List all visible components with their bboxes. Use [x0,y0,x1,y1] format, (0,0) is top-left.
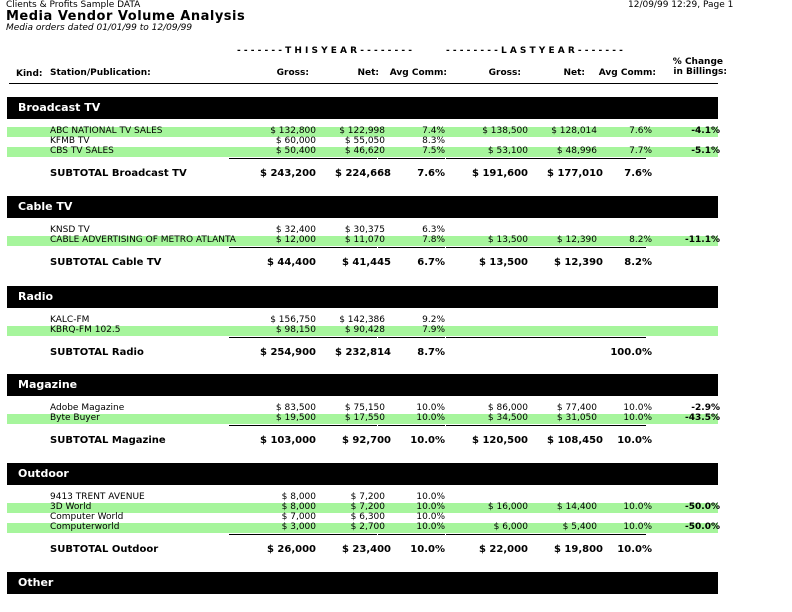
subtotal-ly-comm: 100.0% [610,347,652,358]
cell-ly-net: $ 128,014 [551,126,597,136]
cell-gross: $ 50,400 [275,146,316,156]
subtotal-rule [586,158,646,159]
cell-change: -50.0% [685,522,720,532]
cell-net: $ 11,070 [344,235,385,245]
subtotal-rule [378,534,445,535]
subtotal-ly-gross: $ 191,600 [472,168,528,179]
report-subtitle: Media orders dated 01/01/99 to 12/09/99 [6,23,193,33]
subtotal-ly-gross: $ 120,500 [472,435,528,446]
subtotal-net: $ 23,400 [341,544,391,555]
cell-comm: 10.0% [416,512,445,522]
group-header-bar [7,196,718,218]
subtotal-ly-comm: 10.0% [617,544,652,555]
cell-name: KFMB TV [50,136,90,146]
subtotal-gross: $ 44,400 [266,257,316,268]
subtotal-ly-gross: $ 22,000 [478,544,528,555]
cell-name: KNSD TV [50,225,90,235]
cell-gross: $ 8,000 [281,502,316,512]
cell-net: $ 142,386 [339,315,385,325]
cell-ly-gross: $ 6,000 [493,522,528,532]
cell-ly-gross: $ 138,500 [482,126,528,136]
col-gross: Gross: [276,68,309,78]
subtotal-label: SUBTOTAL Magazine [50,435,166,446]
cell-comm: 7.5% [422,146,445,156]
cell-name: KBRQ-FM 102.5 [50,325,121,335]
col-station: Station/Publication: [50,68,151,78]
cell-ly-net: $ 12,390 [556,235,597,245]
table-row [7,326,718,336]
cell-ly-net: $ 77,400 [556,403,597,413]
cell-comm: 10.0% [416,492,445,502]
cell-gross: $ 32,400 [275,225,316,235]
cell-change: -43.5% [685,413,720,423]
col-ly-net: Net: [563,68,585,78]
subtotal-comm: 8.7% [417,347,445,358]
col-net: Net: [357,68,379,78]
cell-gross: $ 60,000 [275,136,316,146]
cell-comm: 8.3% [422,136,445,146]
cell-comm: 10.0% [416,403,445,413]
subtotal-gross: $ 254,900 [260,347,316,358]
subtotal-row [7,436,718,450]
cell-name: 9413 TRENT AVENUE [50,492,145,502]
cell-ly-gross: $ 86,000 [487,403,528,413]
subtotal-ly-comm: 10.0% [617,435,652,446]
subtotal-rule [446,337,523,338]
subtotal-comm: 10.0% [410,544,445,555]
col-pct-change: % Change [672,57,723,67]
cell-gross: $ 8,000 [281,492,316,502]
cell-change: -50.0% [685,502,720,512]
col-avg-comm: Avg Comm: [389,68,447,78]
subtotal-rule [300,534,377,535]
cell-ly-comm: 10.0% [623,502,652,512]
cell-gross: $ 132,800 [270,126,316,136]
subtotal-ly-net: $ 12,390 [553,257,603,268]
cell-gross: $ 12,000 [275,235,316,245]
cell-comm: 10.0% [416,502,445,512]
subtotal-rule [229,337,309,338]
subtotal-row [7,545,718,559]
subtotal-rule [586,534,646,535]
last-year-banner: - - - - - - - - L A S T Y E A R - - - - - - - [446,46,623,56]
cell-comm: 9.2% [422,315,445,325]
cell-net: $ 46,620 [344,146,385,156]
subtotal-rule [378,337,445,338]
cell-net: $ 7,200 [350,492,385,502]
group-header-bar [7,286,718,308]
subtotal-rule [300,425,377,426]
subtotal-rule [516,158,587,159]
group-header-bar [7,572,718,594]
subtotal-ly-comm: 7.6% [624,168,652,179]
cell-gross: $ 3,000 [281,522,316,532]
table-row [7,523,718,533]
subtotal-ly-gross: $ 13,500 [478,257,528,268]
group-label: Magazine [18,378,78,391]
cell-ly-gross: $ 16,000 [487,502,528,512]
subtotal-rule [300,158,377,159]
subtotal-rule [378,425,445,426]
cell-name: 3D World [50,502,92,512]
cell-name: CABLE ADVERTISING OF METRO ATLANTA [50,235,236,245]
subtotal-rule [586,247,646,248]
cell-ly-net: $ 48,996 [556,146,597,156]
subtotal-net: $ 224,668 [335,168,391,179]
cell-gross: $ 83,500 [275,403,316,413]
cell-ly-net: $ 5,400 [562,522,597,532]
subtotal-net: $ 232,814 [335,347,391,358]
cell-name: Computer World [50,512,124,522]
table-row [7,147,718,157]
group-header-bar [7,97,718,119]
subtotal-rule [516,247,587,248]
cell-net: $ 122,998 [339,126,385,136]
cell-ly-comm: 7.7% [629,146,652,156]
subtotal-rule [586,425,646,426]
cell-net: $ 7,200 [350,502,385,512]
cell-ly-comm: 10.0% [623,413,652,423]
cell-change: -11.1% [685,235,720,245]
col-ly-gross: Gross: [488,68,521,78]
subtotal-rule [516,425,587,426]
subtotal-rule [229,534,309,535]
cell-gross: $ 98,150 [275,325,316,335]
table-row [7,414,718,424]
cell-ly-comm: 10.0% [623,403,652,413]
cell-net: $ 2,700 [350,522,385,532]
subtotal-gross: $ 103,000 [260,435,316,446]
cell-change: -4.1% [691,126,720,136]
report-title: Media Vendor Volume Analysis [6,9,246,24]
header-rule [9,83,718,84]
subtotal-label: SUBTOTAL Broadcast TV [50,168,187,179]
cell-comm: 6.3% [422,225,445,235]
cell-net: $ 75,150 [344,403,385,413]
cell-name: CBS TV SALES [50,146,114,156]
subtotal-ly-net: $ 177,010 [547,168,603,179]
subtotal-row [7,258,718,272]
cell-gross: $ 156,750 [270,315,316,325]
cell-change: -5.1% [691,146,720,156]
subtotal-comm: 7.6% [417,168,445,179]
group-label: Broadcast TV [18,101,101,114]
cell-gross: $ 19,500 [275,413,316,423]
cell-name: KALC-FM [50,315,90,325]
subtotal-net: $ 41,445 [341,257,391,268]
cell-ly-net: $ 31,050 [556,413,597,423]
cell-ly-comm: 10.0% [623,522,652,532]
group-label: Outdoor [18,467,69,480]
subtotal-rule [446,158,523,159]
group-header-bar [7,374,718,396]
subtotal-label: SUBTOTAL Radio [50,347,144,358]
subtotal-ly-net: $ 19,800 [553,544,603,555]
subtotal-rule [229,425,309,426]
subtotal-row [7,348,718,362]
subtotal-rule [378,247,445,248]
subtotal-net: $ 92,700 [341,435,391,446]
group-label: Cable TV [18,200,73,213]
subtotal-label: SUBTOTAL Cable TV [50,257,162,268]
cell-net: $ 6,300 [350,512,385,522]
subtotal-rule [446,247,523,248]
subtotal-rule [446,534,523,535]
cell-name: ABC NATIONAL TV SALES [50,126,163,136]
cell-ly-gross: $ 34,500 [487,413,528,423]
subtotal-comm: 10.0% [410,435,445,446]
cell-comm: 7.8% [422,235,445,245]
col-kind: Kind: [16,69,43,79]
cell-net: $ 17,550 [344,413,385,423]
cell-name: Computerworld [50,522,120,532]
cell-ly-net: $ 14,400 [556,502,597,512]
cell-comm: 7.4% [422,126,445,136]
col-ly-avg-comm: Avg Comm: [598,68,656,78]
subtotal-rule [229,158,309,159]
cell-net: $ 30,375 [344,225,385,235]
subtotal-rule [516,534,587,535]
this-year-banner: - - - - - - - T H I S Y E A R - - - - - - - - [237,46,413,56]
cell-ly-gross: $ 53,100 [487,146,528,156]
subtotal-rule [300,337,377,338]
cell-change: -2.9% [691,403,720,413]
subtotal-gross: $ 243,200 [260,168,316,179]
subtotal-ly-net: $ 108,450 [547,435,603,446]
cell-ly-gross: $ 13,500 [487,235,528,245]
subtotal-gross: $ 26,000 [266,544,316,555]
cell-ly-comm: 7.6% [629,126,652,136]
company-name: Clients & Profits Sample DATA [6,0,141,10]
cell-gross: $ 7,000 [281,512,316,522]
subtotal-rule [516,337,587,338]
group-label: Radio [18,290,54,303]
subtotal-comm: 6.7% [417,257,445,268]
group-header-bar [7,463,718,485]
cell-net: $ 90,428 [344,325,385,335]
date-page: 12/09/99 12:29, Page 1 [628,0,734,10]
cell-ly-comm: 8.2% [629,235,652,245]
table-row [7,236,718,246]
cell-name: Byte Buyer [50,413,100,423]
subtotal-row [7,169,718,183]
subtotal-rule [229,247,309,248]
subtotal-rule [300,247,377,248]
subtotal-rule [446,425,523,426]
subtotal-rule [586,337,646,338]
cell-net: $ 55,050 [344,136,385,146]
cell-comm: 7.9% [422,325,445,335]
col-in-billings: in Billings: [673,67,727,77]
subtotal-rule [378,158,445,159]
cell-comm: 10.0% [416,413,445,423]
group-label: Other [18,576,54,589]
subtotal-label: SUBTOTAL Outdoor [50,544,159,555]
cell-name: Adobe Magazine [50,403,125,413]
cell-comm: 10.0% [416,522,445,532]
subtotal-ly-comm: 8.2% [624,257,652,268]
